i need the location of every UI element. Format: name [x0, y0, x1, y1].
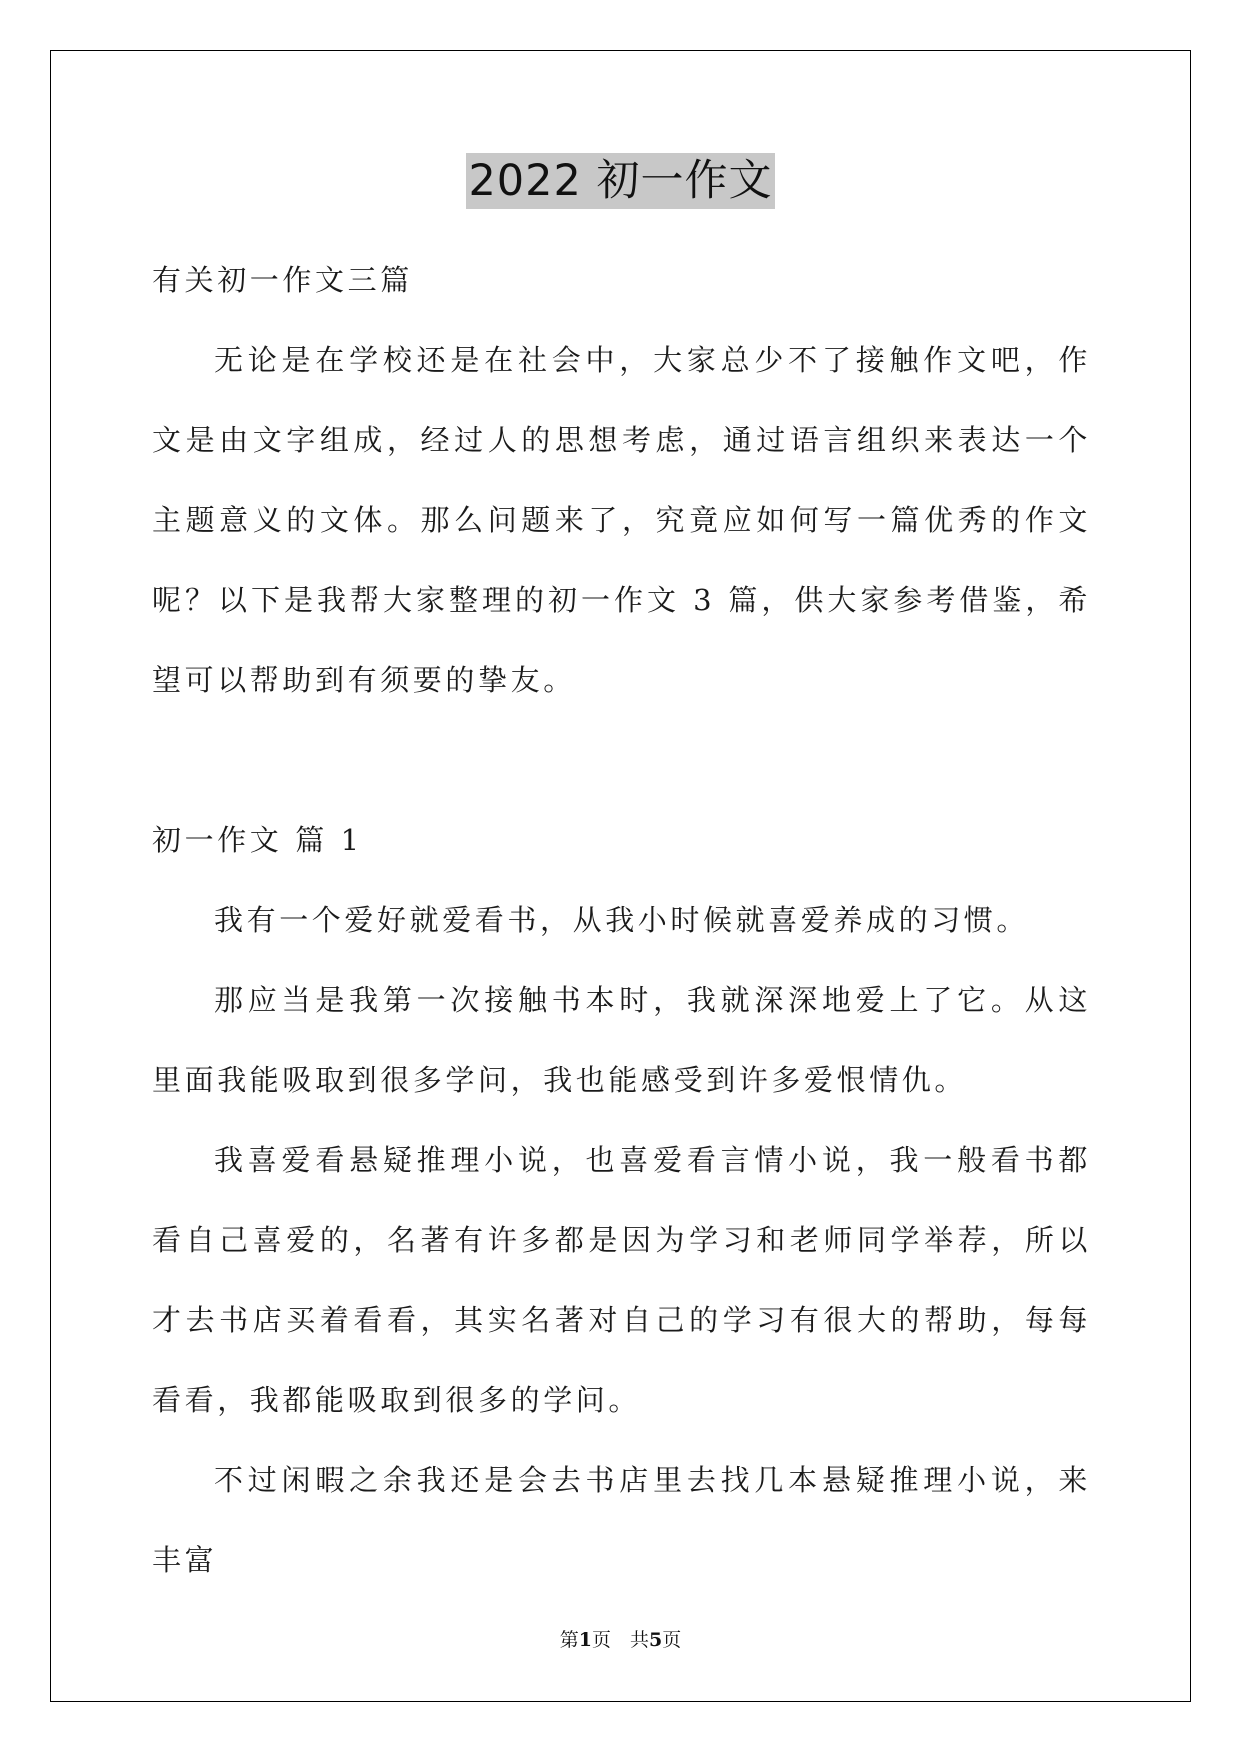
- footer-prefix: 第: [559, 1629, 579, 1651]
- body-paragraph-3: 我喜爱看悬疑推理小说，也喜爱看言情小说，我一般看书都看自己喜爱的，名著有许多都是因为学习和老师同学举荐，所以才去书店买着看看，其实名著对自己的学习有很大的帮助，每每看看，我都能吸取到很多的学问。: [152, 1143, 1091, 1417]
- title-container: [0, 153, 1241, 209]
- intro-paragraph: 无论是在学校还是在社会中，大家总少不了接触作文吧，作文是由文字组成，经过人的思想考虑，通过语言组织来表达一个主题意义的文体。那么问题来了，究竟应如何写一篇优秀的作文呢？以下是我帮大家整理的初一作文 3 篇，供大家参考借鉴，希望可以帮助到有须要的挚友。: [152, 343, 1091, 697]
- document-subtitle: 有关初一作文三篇: [152, 263, 413, 297]
- footer-current-page: 1: [578, 1629, 592, 1651]
- footer-suffix: 页: [662, 1629, 682, 1651]
- page-footer: [0, 1625, 1241, 1652]
- body-paragraph-4: 不过闲暇之余我还是会去书店里去找几本悬疑推理小说，来丰富: [152, 1463, 1091, 1577]
- body-paragraph-2: 那应当是我第一次接触书本时，我就深深地爱上了它。从这里面我能吸取到很多学问，我也能感受到许多爱恨情仇。: [152, 983, 1091, 1097]
- body-paragraph-1: 我有一个爱好就爱看书，从我小时候就喜爱养成的习惯。: [214, 903, 1030, 937]
- document-title: 2022 初一作文: [466, 153, 774, 209]
- footer-total-pages: 5: [649, 1629, 663, 1651]
- document-body: [152, 240, 1091, 1600]
- section-heading: 初一作文 篇 1: [152, 823, 363, 857]
- footer-middle: 页 共: [591, 1629, 649, 1651]
